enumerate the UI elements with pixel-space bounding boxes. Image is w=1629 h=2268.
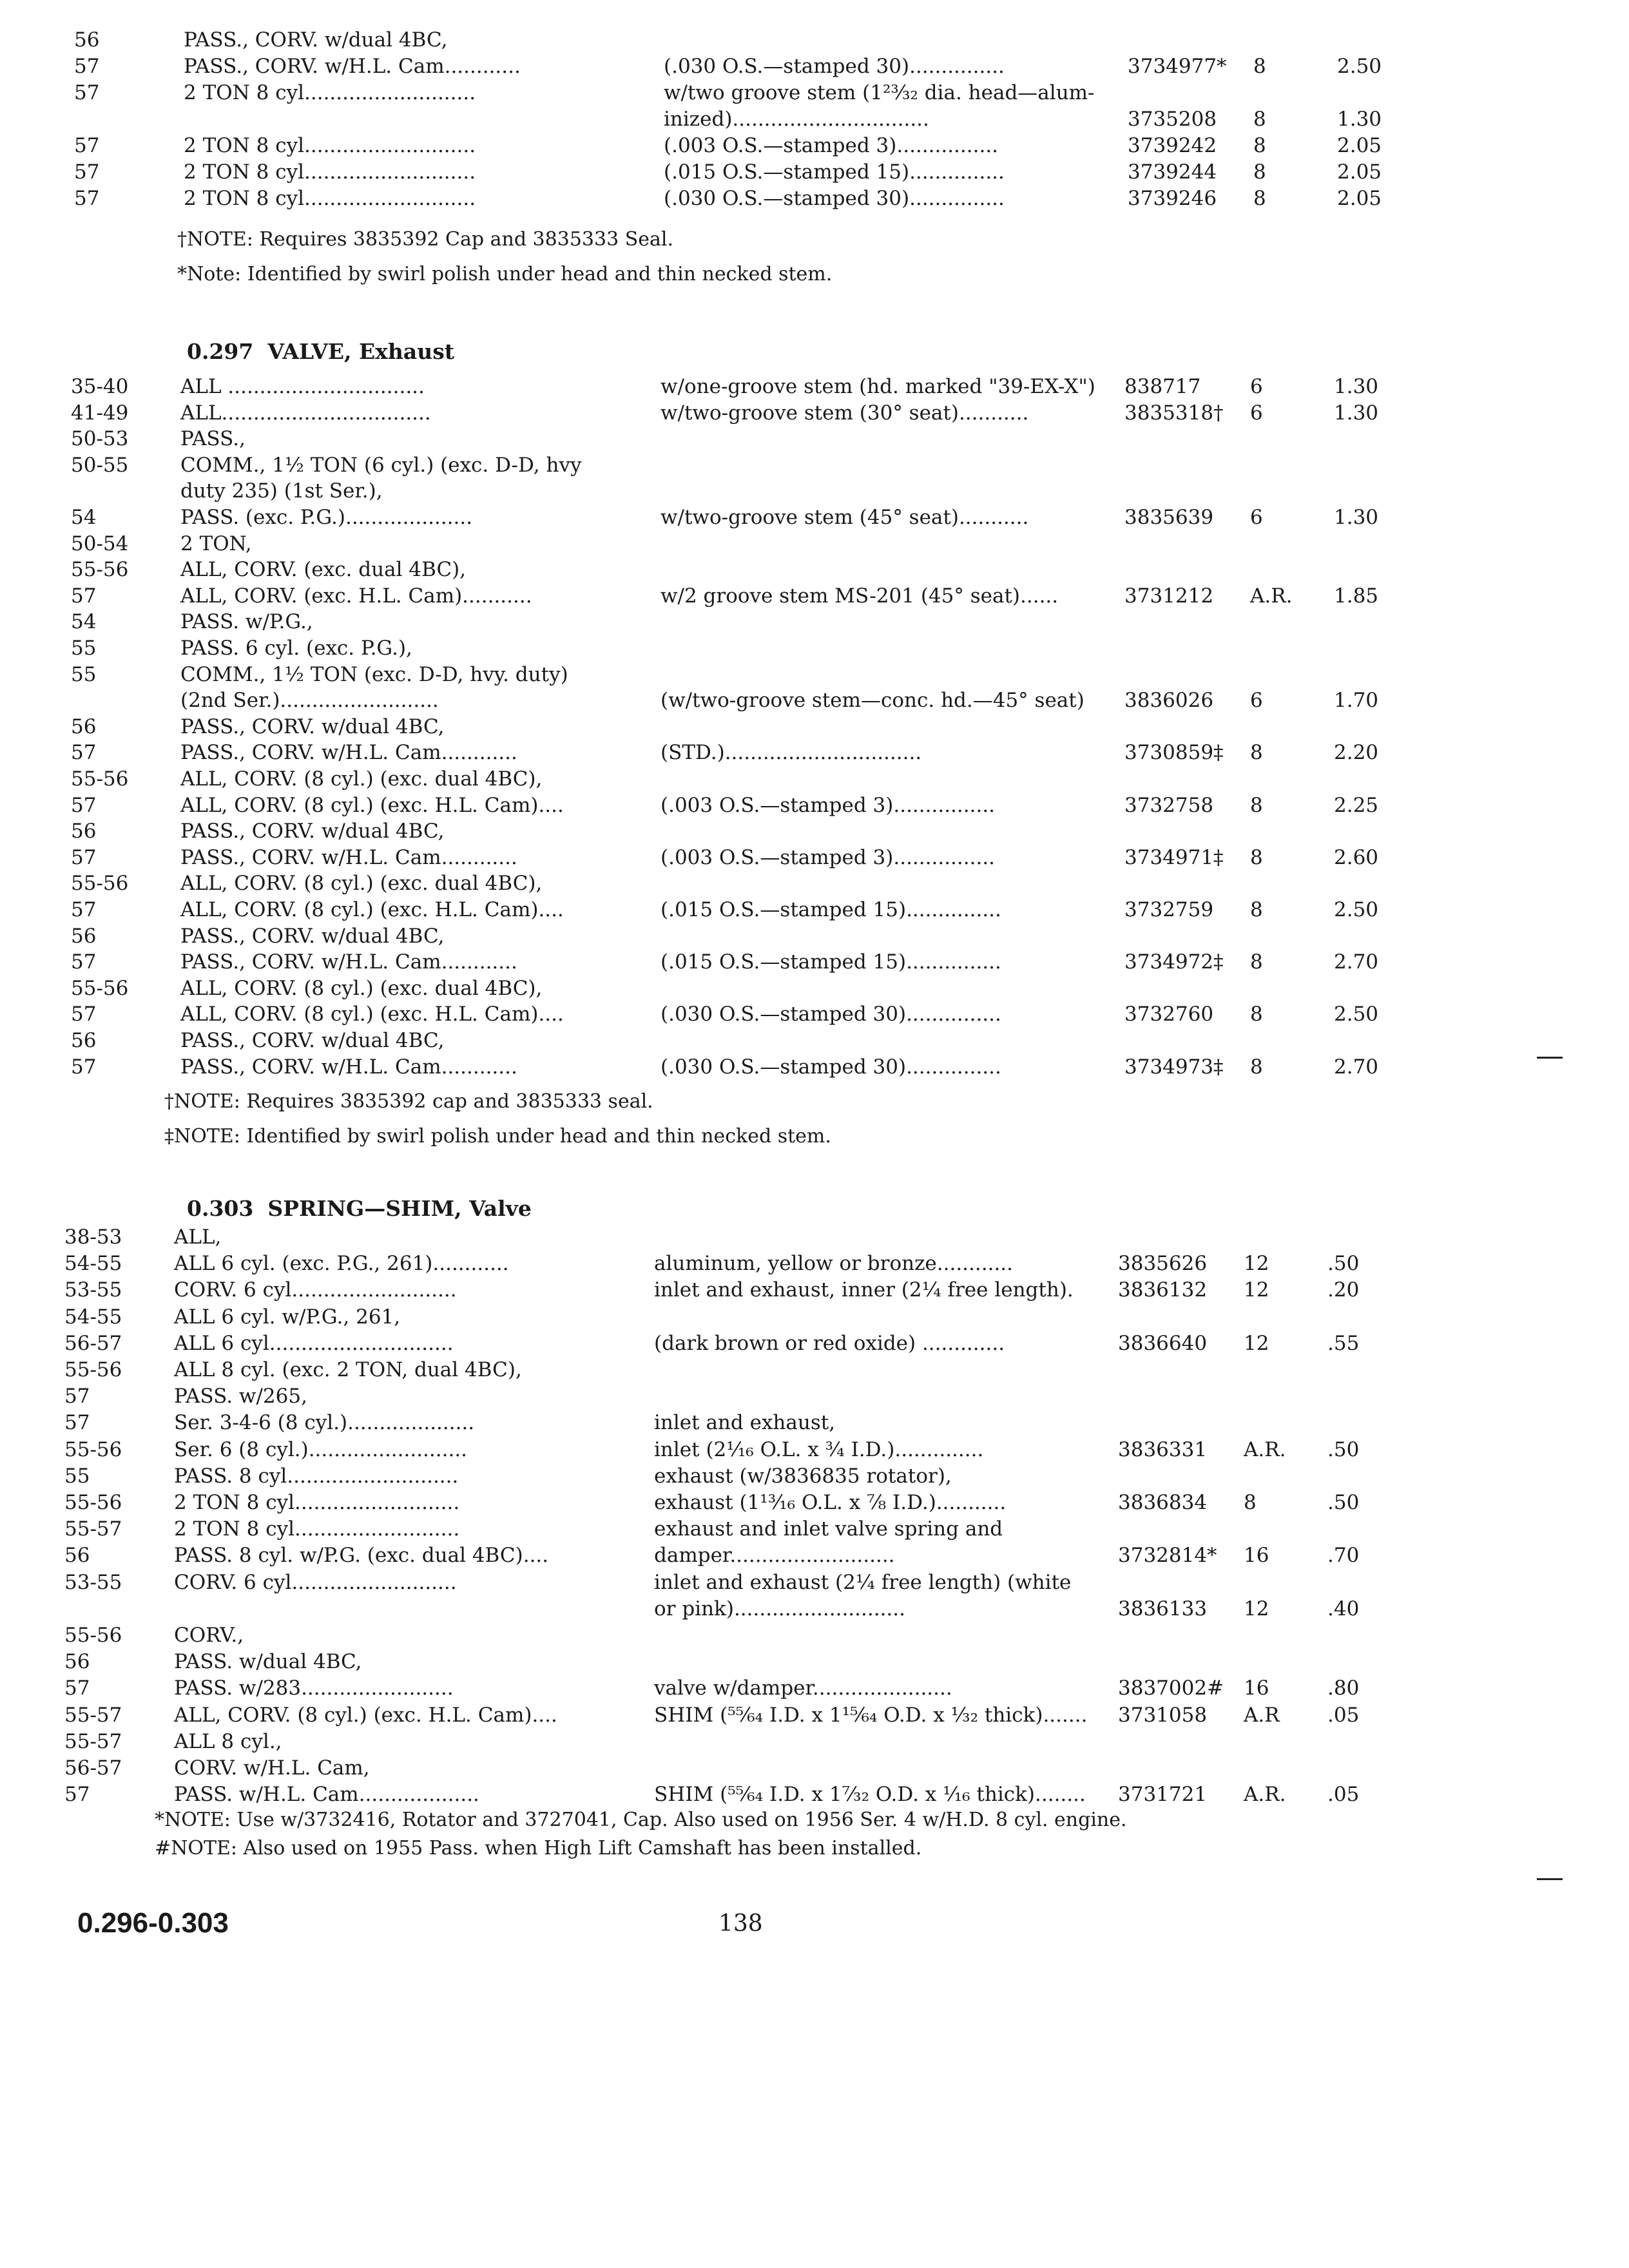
table-row [64,1542,1469,1571]
table-row [64,1383,1469,1412]
part-number-cell: 3836640 [1118,1331,1208,1355]
section-title: VALVE, Exhaust [267,339,455,364]
model-cell: PASS. (exc. P.G.).................... [180,506,473,529]
price-cell: .20 [1327,1278,1360,1302]
price-cell: 2.05 [1337,187,1382,210]
model-cell: PASS., CORV. w/dual 4BC, [180,1029,445,1052]
year-cell: 57 [71,950,97,974]
quantity-cell: 8 [1253,134,1266,157]
table-row [64,1224,1469,1253]
description-cell: (.003 O.S.—stamped 3)................ [660,793,996,817]
table-row [71,923,1476,952]
description-cell: w/two-groove stem (45° seat)........... [660,506,1029,529]
description-cell: (.030 O.S.—stamped 30)............... [664,55,1005,78]
part-number-cell: 3731721 [1118,1783,1208,1807]
scan-mark [1537,1878,1563,1880]
table-row [71,505,1476,533]
table-row [64,1516,1469,1544]
table-row [71,845,1476,873]
quantity-cell: A.R. [1250,584,1293,608]
model-cell: PASS., CORV. w/dual 4BC, [180,820,445,843]
table-row [71,557,1476,585]
model-cell: ALL 6 cyl. (exc. P.G., 261)............ [174,1252,509,1276]
section-title: SPRING—SHIM, Valve [267,1196,532,1221]
price-cell: .80 [1327,1677,1360,1700]
table-row [71,400,1476,428]
price-cell: 2.50 [1334,1003,1379,1026]
year-cell: 56 [71,924,97,948]
model-cell: 2 TON 8 cyl........................... [184,187,476,210]
table-row [71,635,1476,664]
description-cell: (w/two-groove stem—conc. hd.—45° seat) [660,689,1084,713]
model-cell: ALL, CORV. (8 cyl.) (exc. dual 4BC), [180,976,543,1000]
quantity-cell: 6 [1250,689,1263,713]
page-number: 138 [718,1910,763,1937]
table-row [71,870,1476,899]
table-row [74,186,1479,214]
price-cell: .50 [1327,1437,1360,1461]
price-cell: .50 [1327,1252,1360,1276]
price-cell: 1.30 [1334,506,1379,529]
section-code: 0.297 [187,339,254,364]
year-cell: 55-56 [64,1437,122,1461]
model-cell: PASS. 8 cyl........................... [174,1464,459,1488]
quantity-cell: 8 [1250,898,1263,921]
price-cell: .05 [1327,1783,1360,1807]
price-cell: 2.25 [1334,793,1379,817]
price-cell: 2.70 [1334,1055,1379,1079]
year-cell: 55-56 [64,1358,122,1381]
year-cell: 57 [64,1677,90,1700]
part-number-cell: 3837002# [1118,1677,1224,1700]
model-cell: Ser. 6 (8 cyl.)......................... [174,1437,468,1461]
quantity-cell: A.R. [1244,1437,1286,1461]
part-number-cell: 3835639 [1124,506,1214,529]
year-cell: 55 [71,637,97,660]
table-row [71,426,1476,454]
description-cell: inlet and exhaust, inner (2¼ free length). [654,1278,1074,1302]
year-cell: 57 [71,1055,97,1079]
year-cell: 56 [71,820,97,843]
footnote: *NOTE: Use w/3732416, Rotator and 3727041, Cap. Also used on 1956 Ser. 4 w/H.D. 8 cyl. engine. [155,1809,1127,1831]
year-cell: 57 [74,134,100,157]
year-cell: 57 [71,1003,97,1026]
model-cell: (2nd Ser.)......................... [180,689,439,713]
part-number-cell: 3739242 [1128,134,1217,157]
year-cell: 57 [64,1385,90,1408]
description-cell: (.030 O.S.—stamped 30)............... [660,1055,1001,1079]
price-cell: .05 [1327,1703,1360,1727]
table-row [64,1463,1469,1492]
part-number-cell: 3730859‡ [1124,741,1224,765]
part-number-cell: 3836834 [1118,1491,1208,1514]
quantity-cell: 12 [1244,1278,1269,1302]
table-row [71,1001,1476,1030]
part-number-cell: 3734977* [1128,55,1227,78]
table-row [74,53,1479,82]
table-row [64,1304,1469,1332]
model-cell: PASS., CORV. w/H.L. Cam............ [180,950,517,974]
table-row [71,740,1476,768]
part-number-cell: 3739246 [1128,187,1217,210]
table-row [64,1596,1469,1624]
model-cell: 2 TON 8 cyl........................... [184,134,476,157]
part-number-cell: 3739244 [1128,160,1217,184]
table-row [74,159,1479,187]
model-cell: ALL, CORV. (exc. H.L. Cam)........... [180,584,532,608]
table-row [71,478,1476,506]
model-cell: PASS., CORV. w/H.L. Cam............ [180,1055,517,1079]
part-number-cell: 3835318† [1124,401,1224,425]
description-cell: inlet (2¹⁄₁₆ O.L. x ¾ I.D.).............. [654,1437,984,1461]
year-cell: 55-57 [64,1517,122,1541]
description-cell: (.015 O.S.—stamped 15)............... [660,898,1001,921]
description-cell: w/one-groove stem (hd. marked "39-EX-X") [660,375,1095,398]
part-number-cell: 3731212 [1124,584,1214,608]
price-cell: 1.70 [1334,689,1379,713]
year-cell: 55-56 [71,872,129,896]
table-row [71,531,1476,559]
part-number-cell: 3732758 [1124,793,1214,817]
footnote: #NOTE: Also used on 1955 Pass. when High Lift Camshaft has been installed. [155,1837,922,1860]
year-cell: 55-56 [71,558,129,582]
model-cell: ALL, CORV. (8 cyl.) (exc. H.L. Cam).... [180,898,564,921]
model-cell: ALL, CORV. (exc. dual 4BC), [180,558,467,582]
model-cell: PASS., [180,427,246,451]
year-cell: 53-55 [64,1278,122,1302]
description-cell: or pink)........................... [654,1597,905,1620]
price-cell: 2.05 [1337,134,1382,157]
model-cell: CORV. 6 cyl.......................... [174,1278,457,1302]
part-number-cell: 3732759 [1124,898,1214,921]
table-row [64,1437,1469,1465]
model-cell: duty 235) (1st Ser.), [180,479,383,503]
table-row [64,1331,1469,1359]
footer-section-range: 0.296-0.303 [77,1907,229,1939]
year-cell: 50-55 [71,453,129,477]
year-cell: 55-56 [64,1624,122,1647]
description-cell: valve w/damper...................... [654,1677,952,1700]
description-cell: (.030 O.S.—stamped 30)............... [660,1003,1001,1026]
model-cell: Ser. 3-4-6 (8 cyl.).................... [174,1411,475,1435]
year-cell: 53-55 [64,1570,122,1594]
footnote: *Note: Identified by swirl polish under head and thin necked stem. [177,263,833,285]
table-row [64,1570,1469,1598]
quantity-cell: 12 [1244,1331,1269,1355]
model-cell: 2 TON 8 cyl.......................... [174,1491,460,1514]
year-cell: 56 [64,1544,90,1568]
description-cell: (.015 O.S.—stamped 15)............... [660,950,1001,974]
description-cell: exhaust (w/3836835 rotator), [654,1464,952,1488]
quantity-cell: 8 [1250,950,1263,974]
model-cell: CORV. 6 cyl.......................... [174,1570,457,1594]
table-row [71,714,1476,742]
year-cell: 57 [71,793,97,817]
year-cell: 55-57 [64,1703,122,1727]
price-cell: 2.20 [1334,741,1379,765]
model-cell: PASS., CORV. w/H.L. Cam............ [180,741,517,765]
section-header-spring-shim [187,1195,532,1222]
table-row [71,374,1476,402]
table-row [71,1028,1476,1056]
model-cell: PASS. w/283........................ [174,1677,454,1700]
description-cell: (.003 O.S.—stamped 3)................ [660,845,996,869]
quantity-cell: 16 [1244,1677,1269,1700]
year-cell: 57 [71,584,97,608]
price-cell: 2.70 [1334,950,1379,974]
table-row [64,1675,1469,1704]
table-row [71,609,1476,637]
year-cell: 55-56 [71,976,129,1000]
quantity-cell: 12 [1244,1252,1269,1276]
model-cell: ALL, [174,1225,222,1249]
model-cell: COMM., 1½ TON (6 cyl.) (exc. D-D, hvy [180,453,582,477]
year-cell: 57 [71,845,97,869]
table-row [71,949,1476,977]
model-cell: ALL ............................... [180,375,425,398]
model-cell: PASS., CORV. w/dual 4BC, [180,715,445,738]
table-row [64,1410,1469,1438]
table-row [74,80,1479,108]
year-cell: 57 [74,187,100,210]
quantity-cell: 8 [1253,187,1266,210]
model-cell: ALL, CORV. (8 cyl.) (exc. H.L. Cam).... [174,1703,557,1727]
table-row [64,1702,1469,1731]
year-cell: 54-55 [64,1252,122,1276]
part-number-cell: 3735208 [1128,108,1217,131]
model-cell: ALL, CORV. (8 cyl.) (exc. dual 4BC), [180,767,543,791]
price-cell: 1.30 [1334,401,1379,425]
year-cell: 57 [74,160,100,184]
price-cell: 2.50 [1337,55,1382,78]
description-cell: damper.......................... [654,1544,895,1568]
year-cell: 57 [71,898,97,921]
model-cell: 2 TON 8 cyl.......................... [174,1517,460,1541]
model-cell: ALL 6 cyl............................. [174,1331,454,1355]
model-cell: 2 TON, [180,532,252,555]
model-cell: PASS. w/P.G., [180,610,313,634]
description-cell: w/two-groove stem (30° seat)........... [660,401,1029,425]
table-row [64,1277,1469,1305]
year-cell: 55 [64,1464,90,1488]
year-cell: 57 [64,1411,90,1435]
model-cell: CORV. w/H.L. Cam, [174,1756,370,1780]
quantity-cell: 8 [1250,1003,1263,1026]
scan-mark [1537,1057,1563,1059]
quantity-cell: 8 [1250,741,1263,765]
model-cell: ALL, CORV. (8 cyl.) (exc. H.L. Cam).... [180,793,564,817]
price-cell: .50 [1327,1491,1360,1514]
description-cell: (.003 O.S.—stamped 3)................ [664,134,999,157]
model-cell: ALL 8 cyl., [174,1729,282,1753]
price-cell: .70 [1327,1544,1360,1568]
table-row [64,1490,1469,1518]
model-cell: ALL, CORV. (8 cyl.) (exc. H.L. Cam).... [180,1003,564,1026]
part-number-cell: 3836026 [1124,689,1214,713]
price-cell: 1.30 [1337,108,1382,131]
table-row [71,766,1476,794]
description-cell: exhaust and inlet valve spring and [654,1517,1003,1541]
model-cell: ALL 6 cyl. w/P.G., 261, [174,1305,401,1329]
quantity-cell: 8 [1253,160,1266,184]
part-number-cell: 3836133 [1118,1597,1208,1620]
year-cell: 35-40 [71,375,129,398]
year-cell: 56 [74,28,100,52]
table-row [71,687,1476,716]
year-cell: 55-56 [71,767,129,791]
table-row [74,106,1479,135]
description-cell: exhaust (1¹³⁄₁₆ O.L. x ⅞ I.D.)........... [654,1491,1007,1514]
year-cell: 57 [74,55,100,78]
year-cell: 50-54 [71,532,129,555]
year-cell: 57 [64,1783,90,1807]
price-cell: 2.60 [1334,845,1379,869]
quantity-cell: 6 [1250,401,1263,425]
description-cell: w/two groove stem (1²³⁄₃₂ dia. head—alum- [664,81,1095,104]
price-cell: .55 [1327,1331,1360,1355]
price-cell: .40 [1327,1597,1360,1620]
part-number-cell: 3732760 [1124,1003,1214,1026]
table-row [74,133,1479,161]
part-number-cell: 3836132 [1118,1278,1208,1302]
part-number-cell: 3732814* [1118,1544,1217,1568]
footnote: ‡NOTE: Identified by swirl polish under head and thin necked stem. [164,1125,831,1148]
table-row [64,1755,1469,1783]
table-row [74,27,1479,55]
year-cell: 54-55 [64,1305,122,1329]
model-cell: CORV., [174,1624,244,1647]
part-number-cell: 3734973‡ [1124,1055,1224,1079]
part-number-cell: 3731058 [1118,1703,1208,1727]
model-cell: 2 TON 8 cyl........................... [184,160,476,184]
description-cell: SHIM (⁵⁵⁄₆₄ I.D. x 1⁷⁄₃₂ O.D. x ¹⁄₁₆ thick)........ [654,1783,1086,1807]
quantity-cell: 8 [1244,1491,1257,1514]
section-code: 0.303 [187,1196,254,1221]
model-cell: PASS., CORV. w/H.L. Cam............ [180,845,517,869]
description-cell: inlet and exhaust (2¼ free length) (white [654,1570,1072,1594]
part-number-cell: 3734971‡ [1124,845,1224,869]
table-row [71,583,1476,611]
footnote: †NOTE: Requires 3835392 Cap and 3835333 Seal. [177,228,674,251]
year-cell: 56 [64,1650,90,1674]
table-row [71,897,1476,925]
year-cell: 54 [71,610,97,634]
quantity-cell: A.R [1244,1703,1280,1727]
year-cell: 41-49 [71,401,129,425]
table-row [71,452,1476,481]
description-cell: (STD.)............................... [660,741,922,765]
description-cell: (.030 O.S.—stamped 30)............... [664,187,1005,210]
quantity-cell: 6 [1250,375,1263,398]
year-cell: 55 [71,662,97,686]
model-cell: PASS., CORV. w/H.L. Cam............ [184,55,521,78]
year-cell: 55-56 [64,1491,122,1514]
quantity-cell: 16 [1244,1544,1269,1568]
quantity-cell: 8 [1253,55,1266,78]
table-row [64,1729,1469,1757]
quantity-cell: 8 [1250,1055,1263,1079]
description-cell: (dark brown or red oxide) ............. [654,1331,1005,1355]
model-cell: PASS. w/265, [174,1385,307,1408]
table-row [71,1054,1476,1082]
model-cell: 2 TON 8 cyl........................... [184,81,476,104]
year-cell: 50-53 [71,427,129,451]
section-header-exhaust-valve [187,338,454,365]
table-row [64,1622,1469,1651]
table-row [71,662,1476,690]
year-cell: 57 [71,741,97,765]
table-row [71,818,1476,847]
quantity-cell: 6 [1250,506,1263,529]
model-cell: ALL................................. [180,401,431,425]
table-row [64,1251,1469,1279]
description-cell: (.015 O.S.—stamped 15)............... [664,160,1005,184]
description-cell: SHIM (⁵⁵⁄₆₄ I.D. x 1¹⁵⁄₆₄ O.D. x ¹⁄₃₂ thick)....... [654,1703,1088,1727]
model-cell: PASS. 6 cyl. (exc. P.G.), [180,637,412,660]
model-cell: PASS. 8 cyl. w/P.G. (exc. dual 4BC).... [174,1544,549,1568]
model-cell: PASS., CORV. w/dual 4BC, [184,28,448,52]
quantity-cell: 8 [1250,845,1263,869]
footnote: †NOTE: Requires 3835392 cap and 3835333 seal. [164,1090,653,1113]
table-row [64,1357,1469,1385]
part-number-cell: 838717 [1124,375,1201,398]
quantity-cell: 12 [1244,1597,1269,1620]
year-cell: 56 [71,1029,97,1052]
table-row [64,1649,1469,1677]
part-number-cell: 3836331 [1118,1437,1208,1461]
year-cell: 55-57 [64,1729,122,1753]
year-cell: 38-53 [64,1225,122,1249]
table-row [71,975,1476,1004]
description-cell: w/2 groove stem MS-201 (45° seat)...... [660,584,1059,608]
model-cell: PASS., CORV. w/dual 4BC, [180,924,445,948]
table-row [64,1782,1469,1810]
price-cell: 1.85 [1334,584,1379,608]
description-cell: inized)............................... [664,108,929,131]
model-cell: ALL, CORV. (8 cyl.) (exc. dual 4BC), [180,872,543,896]
model-cell: PASS. w/dual 4BC, [174,1650,362,1674]
table-row [71,793,1476,821]
year-cell: 56-57 [64,1331,122,1355]
description-cell: inlet and exhaust, [654,1411,836,1435]
price-cell: 1.30 [1334,375,1379,398]
part-number-cell: 3835626 [1118,1252,1208,1276]
quantity-cell: 8 [1253,108,1266,131]
quantity-cell: 8 [1250,793,1263,817]
model-cell: PASS. w/H.L. Cam................... [174,1783,479,1807]
part-number-cell: 3734972‡ [1124,950,1224,974]
model-cell: COMM., 1½ TON (exc. D-D, hvy. duty) [180,662,568,686]
price-cell: 2.05 [1337,160,1382,184]
year-cell: 54 [71,506,97,529]
year-cell: 57 [74,81,100,104]
quantity-cell: A.R. [1244,1783,1286,1807]
year-cell: 56 [71,715,97,738]
price-cell: 2.50 [1334,898,1379,921]
description-cell: aluminum, yellow or bronze............ [654,1252,1014,1276]
year-cell: 56-57 [64,1756,122,1780]
model-cell: ALL 8 cyl. (exc. 2 TON, dual 4BC), [174,1358,522,1381]
